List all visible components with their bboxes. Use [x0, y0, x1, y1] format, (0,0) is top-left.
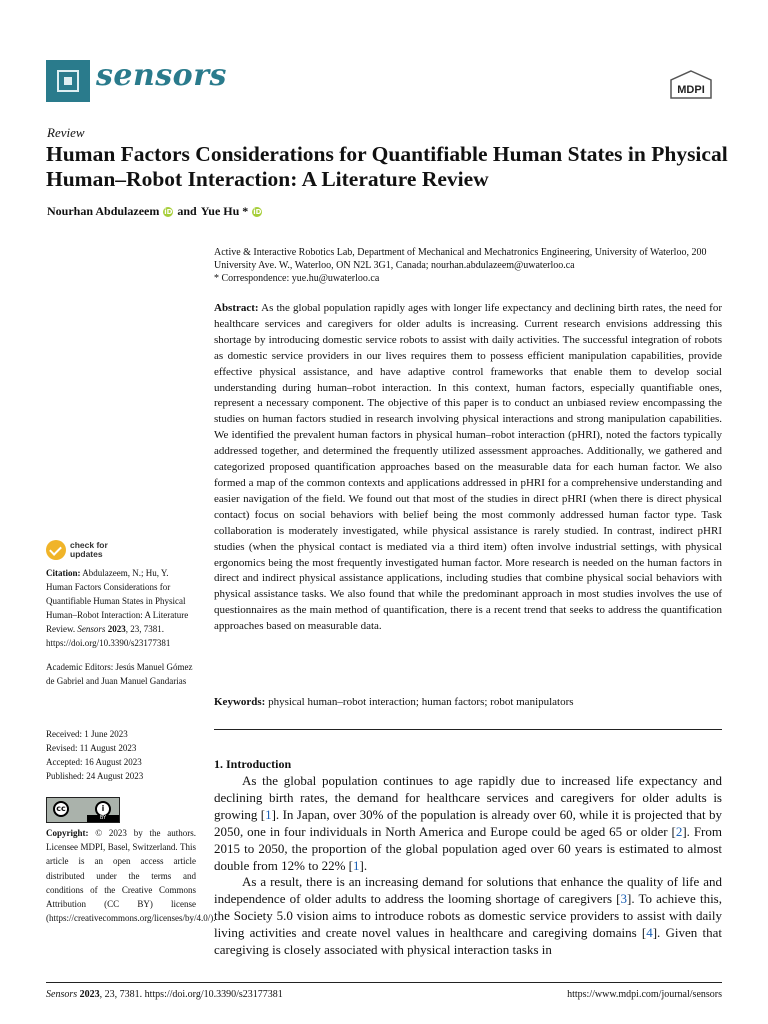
divider	[214, 729, 722, 730]
check-updates-icon	[46, 540, 66, 560]
academic-editors: Academic Editors: Jesús Manuel Gómez de Gabriel and Juan Manuel Gandarias	[46, 661, 193, 686]
copyright-label: Copyright:	[46, 828, 89, 838]
citation-journal: Sensors	[77, 624, 106, 635]
copyright	[46, 826, 216, 925]
intro-body	[214, 773, 722, 959]
citation	[46, 566, 196, 651]
affiliation: Active & Interactive Robotics Lab, Department of Mechanical and Mechatronics Engineering, University of Waterloo, 200 University Ave. W., Waterloo, ON N2L 3G1, Canada; nourhan.abdulazeem@uwaterloo.ca	[214, 247, 707, 271]
reference-link[interactable]: 2	[675, 823, 683, 839]
author-joiner: and	[177, 204, 197, 218]
citation-year: 2023	[107, 624, 126, 635]
footer-doi[interactable]: , 23, 7381. https://doi.org/10.3390/s23177381	[99, 989, 283, 1000]
intro-paragraph: As the global population continues to age rapidly due to increased life expectancy and declining birth rates, the demand for healthcare services and caregivers for older adults is growing [1]. In Japan, over 30% of the population is already over 60, while it is projected that by 2050, one in four individuals in North America and Europe could be aged 65 or older [2]. From 2015 to 2050, the proportion of the global population aged over 60 years is estimated to almost double from 12% to 22% [1].	[214, 773, 722, 873]
journal-logo-icon	[46, 60, 90, 102]
reference-link[interactable]: 4	[646, 925, 653, 941]
footer-journal-url[interactable]: https://www.mdpi.com/journal/sensors	[567, 989, 722, 1000]
citation-label: Citation:	[46, 568, 81, 578]
keywords-text: physical human–robot interaction; human factors; robot manipulators	[268, 696, 574, 708]
paper-title: Human Factors Considerations for Quantifiable Human States in Physical Human–Robot Interaction: A Literature Review	[46, 142, 728, 191]
reference-link[interactable]: 1	[265, 806, 272, 822]
citation-doi[interactable]: , 23, 7381. https://doi.org/10.3390/s23177381	[46, 624, 171, 649]
abstract-text: As the global population rapidly ages with longer life expectancy and declining birth rates, the need for healthcare services and caregivers for older adults is increasing. Current research envisions addressing this shortage by introducing domestic service robots to assist with daily activities. The successful integration of robots as domestic service providers in our lives requires them to possess efficient manipulation capabilities, provide effective physical assistance, and have adaptive control frameworks that enable them to develop social understanding during human–robot interaction. In this context, human factors, especially quantifiable ones, represent a necessary component. The objective of this paper is to conduct an unbiased review encompassing the studies on human factors studied in research involving physical interactions and strong manipulation capabilities. We identified the prevalent human factors in physical human–robot interaction (pHRI), noted the factors typically addressed together, and determined the frequently utilized assessment approaches. Additionally, we gathered and categorized proposed quantification approaches based on the measurable data for each human factor. We also formed a map of the common contexts and applications addressed in pHRI for a comprehensive understanding and easier navigation of the field. We found out that most of the studies in direct pHRI (when there is direct physical contact) focus on social behaviors with belief being the most commonly addressed human factor type. Task collaboration is moderately investigated, while physical assistance is rarely studied. In contrast, indirect pHRI studies (when the physical contact is mediated via a third item) often involve industrial settings, with physical ergonomics being the most frequently investigated human factor. More research is needed on the human factors in direct and indirect physical assistance applications, including studies that combine physical social behaviors with physical assistance tasks. We also found that while the predominant approach in most studies involves the use of questionnaires as the main method of quantification, there is a recent trend that seeks to address the quantification approaches based on measurable data.	[214, 302, 722, 633]
check-for-updates-button[interactable]	[46, 540, 108, 560]
section-heading: 1. Introduction	[214, 757, 292, 771]
footer-citation	[46, 989, 283, 1000]
reference-link[interactable]: 1	[353, 857, 360, 873]
intro-paragraph: As a result, there is an increasing demand for solutions that enhance the quality of life and independence of older adults to address the looming shortage of caregivers [3]. To achieve this, the Society 5.0 vision aims to introduce robots as domestic service providers to assist with daily living activities and create novel values in healthcare and caregiving domains [4]. Given that caregiving is closely associated with physical interaction tasks in	[214, 874, 723, 958]
dates	[46, 727, 143, 783]
cc-icon: cc	[53, 801, 69, 817]
check-updates-line1: check for	[70, 540, 108, 550]
published-date: Published: 24 August 2023	[46, 771, 144, 781]
copyright-text: © 2023 by the authors. Licensee MDPI, Basel, Switzerland. This article is an open access article distributed under the terms and conditions of the Creative Commons Attribution (CC BY) license (https://creativecommons.org/licenses/by/4.0/).	[46, 828, 216, 924]
cc-by-license-icon[interactable]	[46, 797, 120, 823]
article-type: Review	[47, 125, 85, 140]
abstract	[214, 301, 722, 635]
orcid-icon[interactable]: iD	[164, 207, 173, 216]
mdpi-logo-icon	[666, 70, 716, 100]
accepted-date: Accepted: 16 August 2023	[46, 757, 142, 767]
by-label: BY	[87, 815, 119, 822]
keywords	[214, 696, 722, 708]
sidebar	[46, 566, 196, 697]
author-list	[47, 204, 262, 219]
footer-year: 2023	[79, 989, 100, 1000]
check-updates-line2: updates	[70, 549, 103, 559]
attribution-icon: i	[95, 801, 111, 817]
publisher-name: MDPI	[677, 84, 705, 96]
orcid-icon[interactable]: iD	[253, 207, 262, 216]
revised-date: Revised: 11 August 2023	[46, 743, 137, 753]
citation-text: Abdulazeem, N.; Hu, Y. Human Factors Considerations for Quantifiable Human States in Physical Human–Robot Interaction: A Literature Review.	[46, 568, 189, 635]
correspondence: * Correspondence: yue.hu@uwaterloo.ca	[214, 273, 380, 284]
abstract-label: Abstract:	[214, 302, 259, 314]
author-name[interactable]: Nourhan Abdulazeem	[47, 204, 160, 218]
author-name[interactable]: Yue Hu *	[200, 204, 249, 218]
received-date: Received: 1 June 2023	[46, 729, 128, 739]
footer-divider	[46, 982, 722, 983]
journal-name: sensors	[96, 58, 227, 93]
reference-link[interactable]: 3	[620, 891, 627, 907]
footer-journal: Sensors	[46, 989, 78, 1000]
keywords-label: Keywords:	[214, 696, 266, 708]
